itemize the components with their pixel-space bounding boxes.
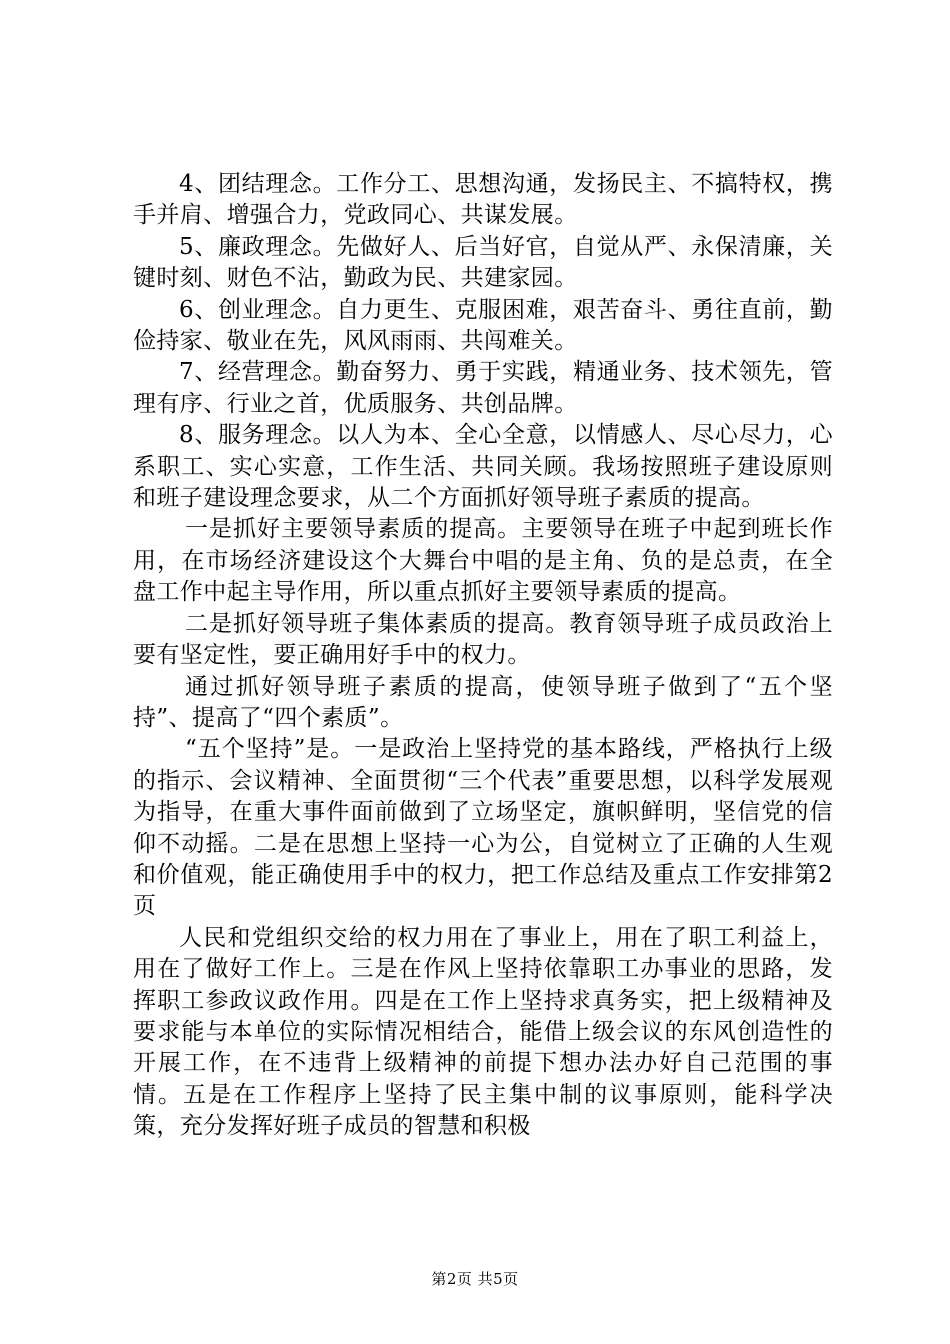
paragraph-integrity-concept: 5、廉政理念。先做好人、后当好官，自觉从严、永保清廉，关键时刻、财色不沾，勤政为民、共建家园。 <box>133 233 833 292</box>
paragraph-service-concept: 8、服务理念。以人为本、全心全意，以情感人、尽心尽力，心系职工、实心实意，工作生活、共同关顾。我场按照班子建设原则和班子建设理念要求，从二个方面抓好领导班子素质的提高。 <box>133 422 833 512</box>
paragraph-five-persistences-intro: 通过抓好领导班子素质的提高，使领导班子做到了“五个坚持”、提高了“四个素质”。 <box>133 673 833 731</box>
paragraph-entrepreneurship-concept: 6、创业理念。自力更生、克服困难，艰苦奋斗、勇往直前，勤俭持家、敬业在先，风风雨雨、共闯难关。 <box>133 296 833 355</box>
paragraph-main-leader-quality: 一是抓好主要领导素质的提高。主要领导在班子中起到班长作用，在市场经济建设这个大舞台中唱的是主角、负的是总责，在全盘工作中起主导作用，所以重点抓好主要领导素质的提高。 <box>133 516 833 606</box>
paragraph-continuation: 人民和党组织交给的权力用在了事业上，用在了职工利益上，用在了做好工作上。三是在作风上坚持依靠职工办事业的思路，发挥职工参政议政作用。四是在工作上坚持求真务实，把上级精神及要求能与本单位的实际情况相结合，能借上级会议的东风创造性的开展工作，在不违背上级精神的前提下想办法办好自己范围的事情。五是在工作程序上坚持了民主集中制的议事原则，能科学决策，充分发挥好班子成员的智慧和积极 <box>133 924 833 1140</box>
document-body <box>133 169 833 1143</box>
paragraph-management-concept: 7、经营理念。勤奋努力、勇于实践，精通业务、技术领先，管理有序、行业之首，优质服务、共创品牌。 <box>133 359 833 417</box>
paragraph-unity-concept: 4、团结理念。工作分工、思想沟通，发扬民主、不搞特权，携手并肩、增强合力，党政同心、共谋发展。 <box>133 171 833 229</box>
paragraph-five-persistences: “五个坚持”是。一是政治上坚持党的基本路线，严格执行上级的指示、会议精神、全面贯彻“三个代表”重要思想，以科学发展观为指导，在重大事件面前做到了立场坚定，旗帜鲜明，坚信党的信仰不动摇。二是在思想上坚持一心为公，自觉树立了正确的人生观和价值观，能正确使用手中的权力，把工作总结及重点工作安排第2页 <box>133 736 833 920</box>
paragraph-team-quality: 二是抓好领导班子集体素质的提高。教育领导班子成员政治上要有坚定性，要正确用好手中的权力。 <box>133 610 833 669</box>
page-number-footer: 第2页 共5页 <box>431 1270 519 1288</box>
